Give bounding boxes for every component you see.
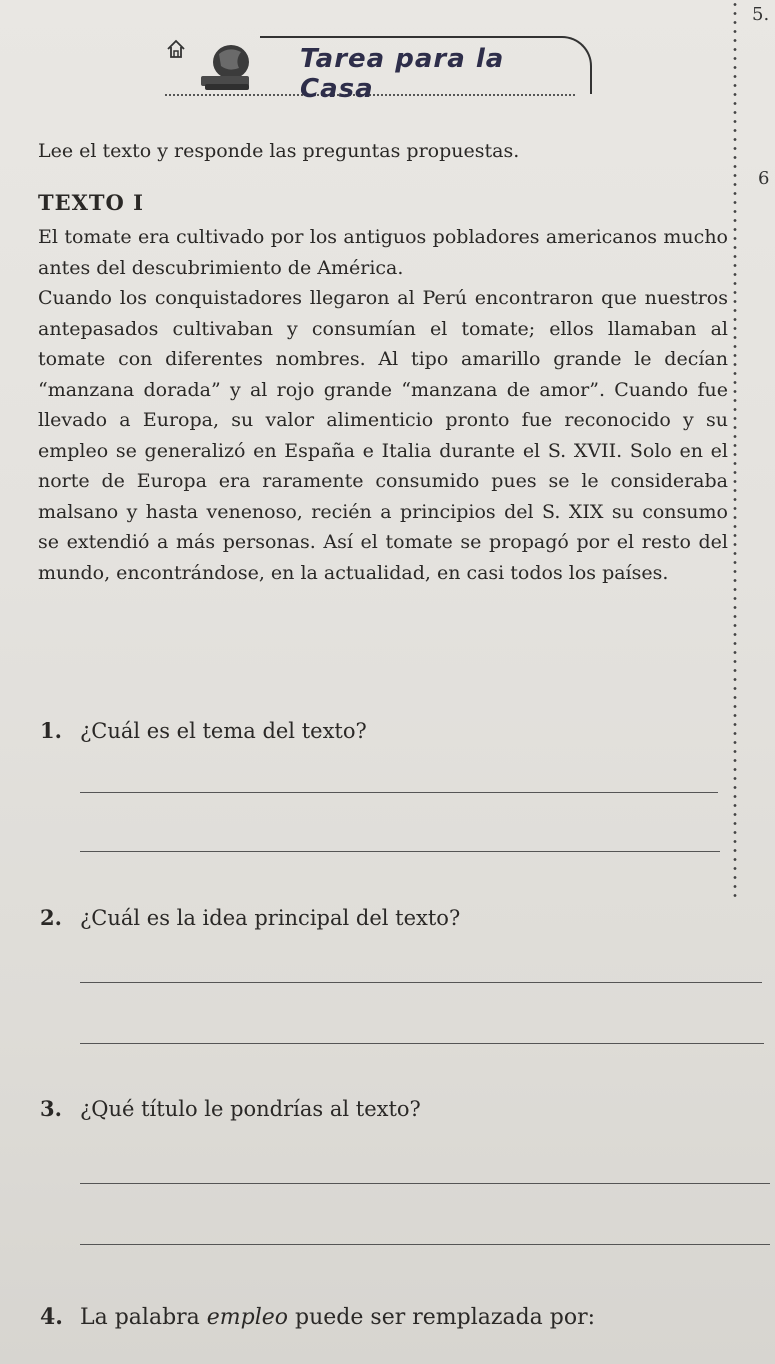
answer-line-3b[interactable]	[80, 1244, 770, 1245]
question-1-number: 1.	[40, 718, 62, 743]
answer-line-3a[interactable]	[80, 1183, 770, 1184]
question-2	[40, 905, 460, 930]
text-heading: TEXTO I	[38, 190, 144, 215]
paragraph-1: El tomate era cultivado por los antiguos pobladores americanos mucho antes del descubrimiento de América.	[38, 226, 728, 279]
answer-line-2a[interactable]	[80, 982, 762, 983]
reading-text	[38, 222, 728, 588]
answer-line-1b[interactable]	[80, 851, 720, 852]
question-3-text: ¿Qué título le pondrías al texto?	[80, 1097, 421, 1121]
question-1	[40, 718, 367, 743]
question-4	[40, 1304, 595, 1330]
question-4-italic-word: empleo	[206, 1305, 289, 1330]
question-4-text-before: La palabra	[80, 1305, 207, 1330]
side-number: 6	[758, 168, 770, 189]
banner-title: Tarea para la Casa	[300, 44, 505, 104]
question-4-text-after: puede ser remplazada por:	[288, 1305, 596, 1330]
answer-line-1a[interactable]	[80, 792, 718, 793]
question-4-number: 4.	[40, 1304, 63, 1330]
question-3-number: 3.	[40, 1096, 62, 1121]
globe-book-icon	[195, 40, 259, 94]
question-2-text: ¿Cuál es la idea principal del texto?	[80, 906, 461, 930]
question-3	[40, 1096, 421, 1121]
homework-banner	[165, 32, 585, 104]
paragraph-2: Cuando los conquistadores llegaron al Perú encontraron que nuestros antepasados cultivaban y consumían el tomate; ellos llamaban al tomate con diferentes nombres. Al tipo amarillo grande le decían “manzana dorada” y al rojo grande “manzana de amor”. Cuando fue llevado a Europa, su valor alimenticio pronto fue reconocido y su empleo se generalizó en España e Italia durante el S. XVII. Solo en el norte de Europa era raramente consumido pues se le consideraba malsano y hasta venenoso, recién a principios del S. XIX su consumo se extendió a más personas. Así el tomate se propagó por el resto del mundo, encontrándose, en la actualidad, en casi todos los países.	[38, 287, 728, 584]
instruction-text: Lee el texto y responde las preguntas propuestas.	[38, 140, 520, 162]
margin-binding-dots	[733, 0, 737, 900]
house-icon	[165, 38, 187, 60]
question-1-text: ¿Cuál es el tema del texto?	[80, 719, 367, 743]
question-2-number: 2.	[40, 905, 62, 930]
page-number: 5.	[752, 4, 770, 25]
answer-line-2b[interactable]	[80, 1043, 764, 1044]
